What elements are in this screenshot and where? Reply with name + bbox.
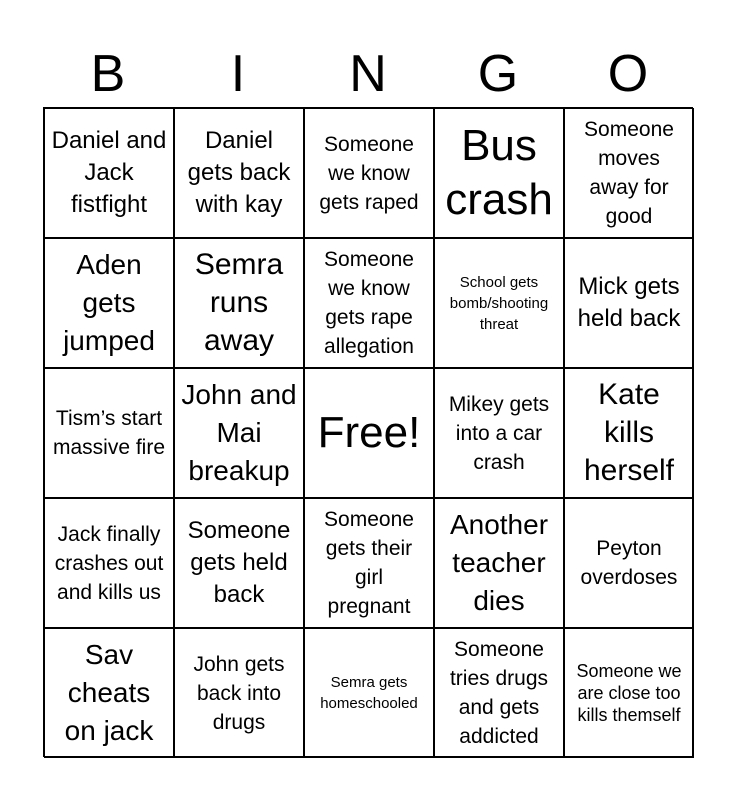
bingo-cell: Kate kills herself [564, 368, 694, 498]
bingo-cell: John gets back into drugs [174, 628, 304, 758]
bingo-cell: Someone tries drugs and gets addicted [434, 628, 564, 758]
header-letter-o: O [607, 45, 649, 103]
bingo-cell: Mick gets held back [564, 238, 694, 368]
bingo-cell: Jack finally crashes out and kills us [44, 498, 174, 628]
header-letter-i: I [230, 45, 246, 103]
bingo-cell: Aden gets jumped [44, 238, 174, 368]
bingo-cell: Semra gets homeschooled [304, 628, 434, 758]
bingo-cell: Tism’s start massive fire [44, 368, 174, 498]
bingo-cell: John and Mai breakup [174, 368, 304, 498]
bingo-cell: Mikey gets into a car crash [434, 368, 564, 498]
bingo-cell: Bus crash [434, 108, 564, 238]
bingo-cell: Someone moves away for good [564, 108, 694, 238]
bingo-cell: Daniel gets back with kay [174, 108, 304, 238]
bingo-cell: Daniel and Jack fistfight [44, 108, 174, 238]
header-letter-g: G [477, 45, 519, 103]
bingo-cell: Semra runs away [174, 238, 304, 368]
bingo-cell: Someone we know gets rape allegation [304, 238, 434, 368]
bingo-cell: Peyton overdoses [564, 498, 694, 628]
header-letter-n: N [349, 45, 387, 103]
bingo-header [43, 40, 693, 108]
bingo-cell: Sav cheats on jack [44, 628, 174, 758]
bingo-cell: Someone we know gets raped [304, 108, 434, 238]
free-space: Free! [304, 368, 434, 498]
bingo-cell: Someone we are close too kills themself [564, 628, 694, 758]
bingo-cell: Another teacher dies [434, 498, 564, 628]
bingo-cell: Someone gets their girl pregnant [304, 498, 434, 628]
bingo-card [43, 107, 693, 757]
bingo-cell: School gets bomb/shooting threat [434, 238, 564, 368]
header-letter-b: B [90, 45, 126, 103]
bingo-cell: Someone gets held back [174, 498, 304, 628]
